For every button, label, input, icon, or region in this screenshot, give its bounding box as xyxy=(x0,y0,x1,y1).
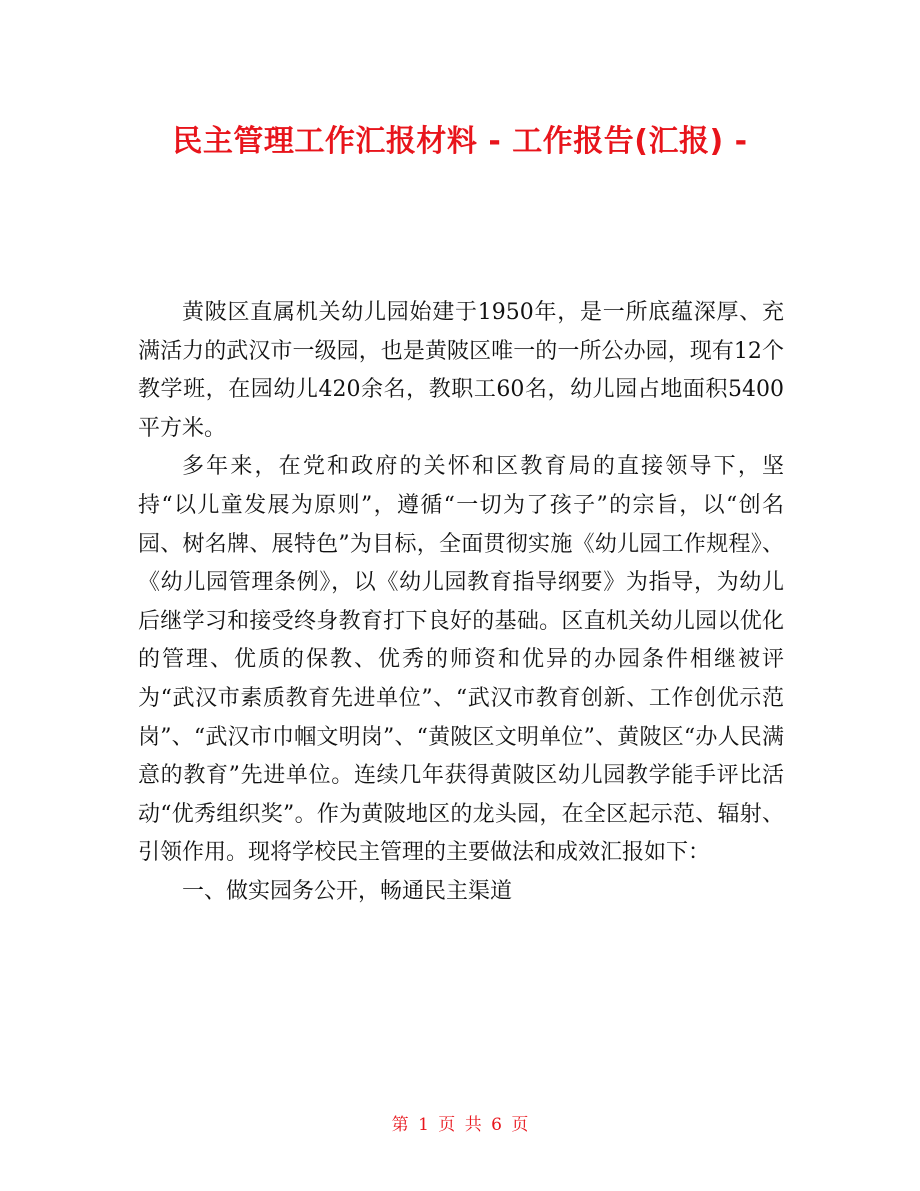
page-number-footer: 第 1 页 共 6 页 xyxy=(391,1115,529,1135)
paragraph-history: 多年来，在党和政府的关怀和区教育局的直接领导下，坚持“以儿童发展为原则”，遵循“一切为了孩子”的宗旨，以“创名园、树名牌、展特色”为目标，全面贯彻实施《幼儿园工作规程》、《幼儿园管理条例》，以《幼儿园教育指导纲要》为指导，为幼儿后继学习和接受终身教育打下良好的基础。区直机关幼儿园以优化的管理、优质的保教、优秀的师资和优异的办园条件相继被评为“武汉市素质教育先进单位”、“武汉市教育创新、工作创优示范岗”、“武汉市巾帼文明岗”、“黄陂区文明单位”、黄陂区“办人民满意的教育”先进单位。连续几年获得黄陂区幼儿园教学能手评比活动“优秀组织奖”。作为黄陂地区的龙头园，在全区起示范、辐射、引领作用。现将学校民主管理的主要做法和成效汇报如下： xyxy=(138,454,784,866)
document-body xyxy=(138,294,784,912)
paragraph-intro: 黄陂区直属机关幼儿园始建于1950年，是一所底蕴深厚、充满活力的武汉市一级园，也是黄陂区唯一的一所公办园，现有12个教学班，在园幼儿420余名，教职工60名，幼儿园占地面积5400 平方米。 xyxy=(138,300,784,441)
document-title: 民主管理工作汇报材料 - 工作报告(汇报) - xyxy=(172,124,748,159)
section-heading-1: 一、做实园务公开，畅通民主渠道 xyxy=(182,878,513,904)
